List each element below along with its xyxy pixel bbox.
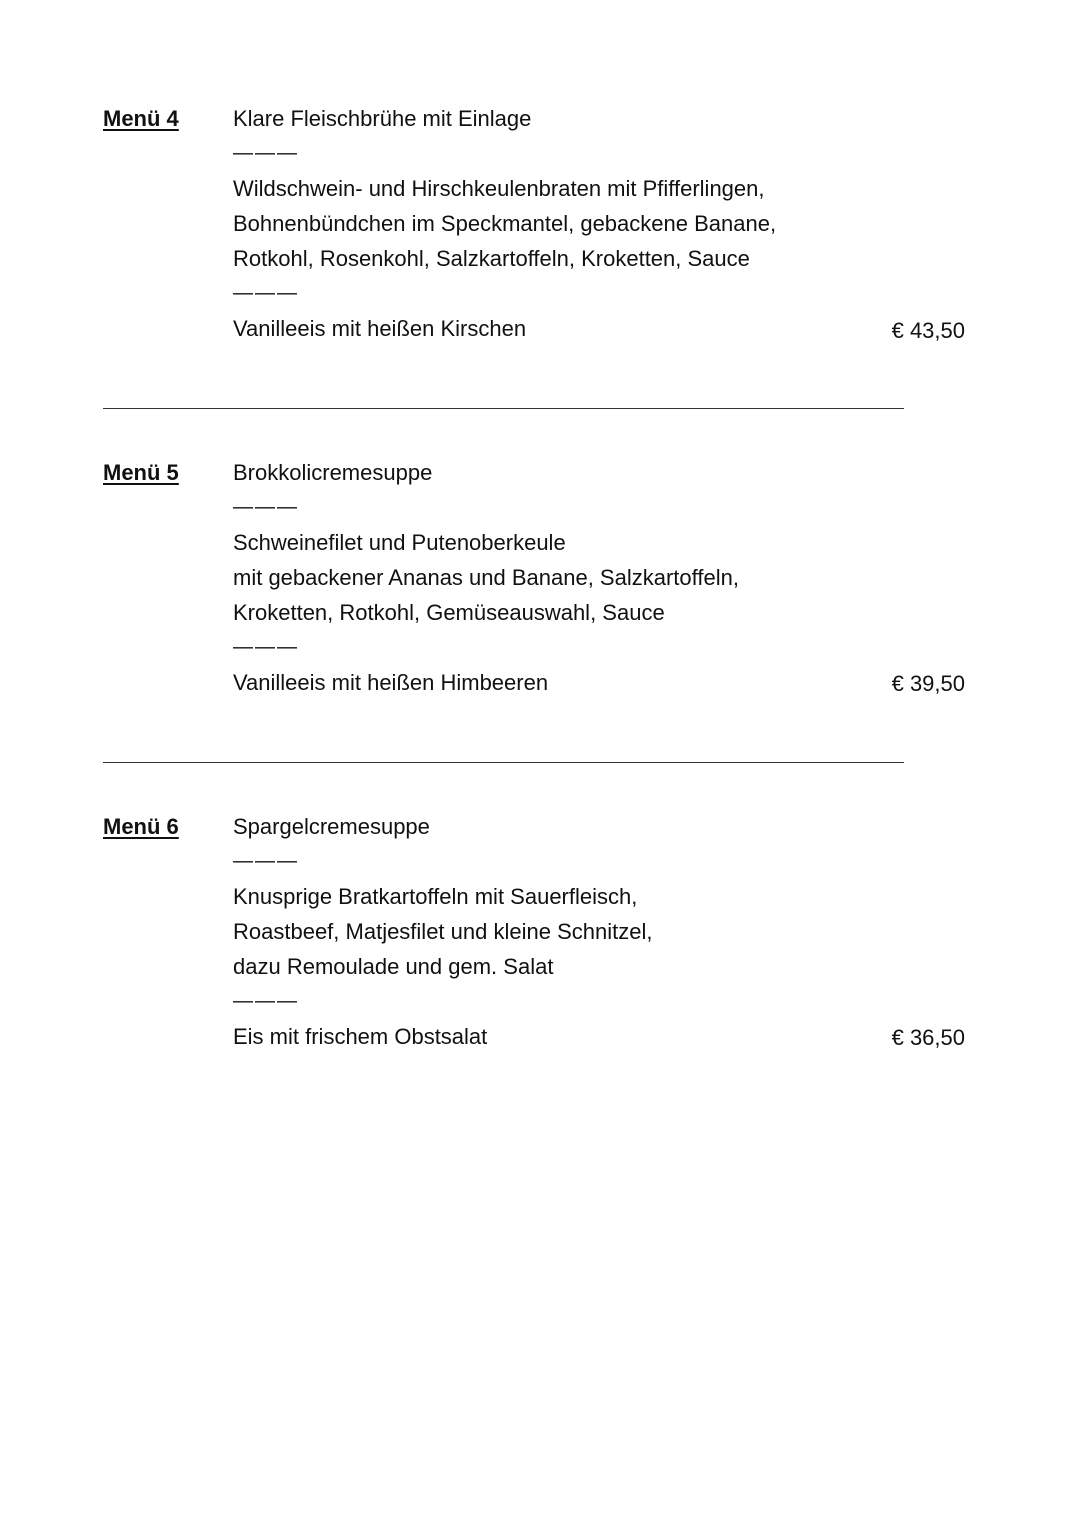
menu-price: € 36,50 (891, 1025, 965, 1050)
main-course-line: Rotkohl, Rosenkohl, Salzkartoffeln, Kroketten, Sauce (233, 246, 750, 271)
course-separator: ——— (233, 282, 299, 304)
main-course-line: mit gebackener Ananas und Banane, Salzkartoffeln, (233, 565, 739, 590)
starter: Spargelcremesuppe (233, 814, 430, 839)
dessert: Vanilleeis mit heißen Himbeeren (233, 670, 549, 695)
main-course-line: Bohnenbündchen im Speckmantel, gebackene Banane, (233, 211, 777, 236)
menu-price: € 39,50 (891, 671, 965, 696)
menu-price: € 43,50 (891, 318, 965, 343)
starter: Brokkolicremesuppe (233, 460, 433, 485)
main-course-line: Knusprige Bratkartoffeln mit Sauerfleisch, (233, 884, 638, 909)
main-course-line: Schweinefilet und Putenoberkeule (233, 530, 566, 555)
menu-title: Menü 6 (103, 814, 179, 839)
section-divider (103, 408, 904, 409)
menu-courses (233, 809, 873, 1054)
section-divider (103, 762, 904, 763)
main-course-line: dazu Remoulade und gem. Salat (233, 954, 554, 979)
dessert: Vanilleeis mit heißen Kirschen (233, 316, 527, 341)
course-separator: ——— (233, 636, 299, 658)
course-separator: ——— (233, 990, 299, 1012)
course-separator: ——— (233, 142, 299, 164)
course-separator: ——— (233, 496, 299, 518)
main-course-line: Roastbeef, Matjesfilet und kleine Schnitzel, (233, 919, 653, 944)
main-course-line: Wildschwein- und Hirschkeulenbraten mit Pfifferlingen, (233, 176, 765, 201)
main-course-line: Kroketten, Rotkohl, Gemüseauswahl, Sauce (233, 600, 665, 625)
menu-title: Menü 4 (103, 106, 179, 131)
starter: Klare Fleischbrühe mit Einlage (233, 106, 532, 131)
menu-title: Menü 5 (103, 460, 179, 485)
menu-courses (233, 455, 873, 700)
dessert: Eis mit frischem Obstsalat (233, 1024, 488, 1049)
course-separator: ——— (233, 850, 299, 872)
menu-courses (233, 101, 873, 346)
